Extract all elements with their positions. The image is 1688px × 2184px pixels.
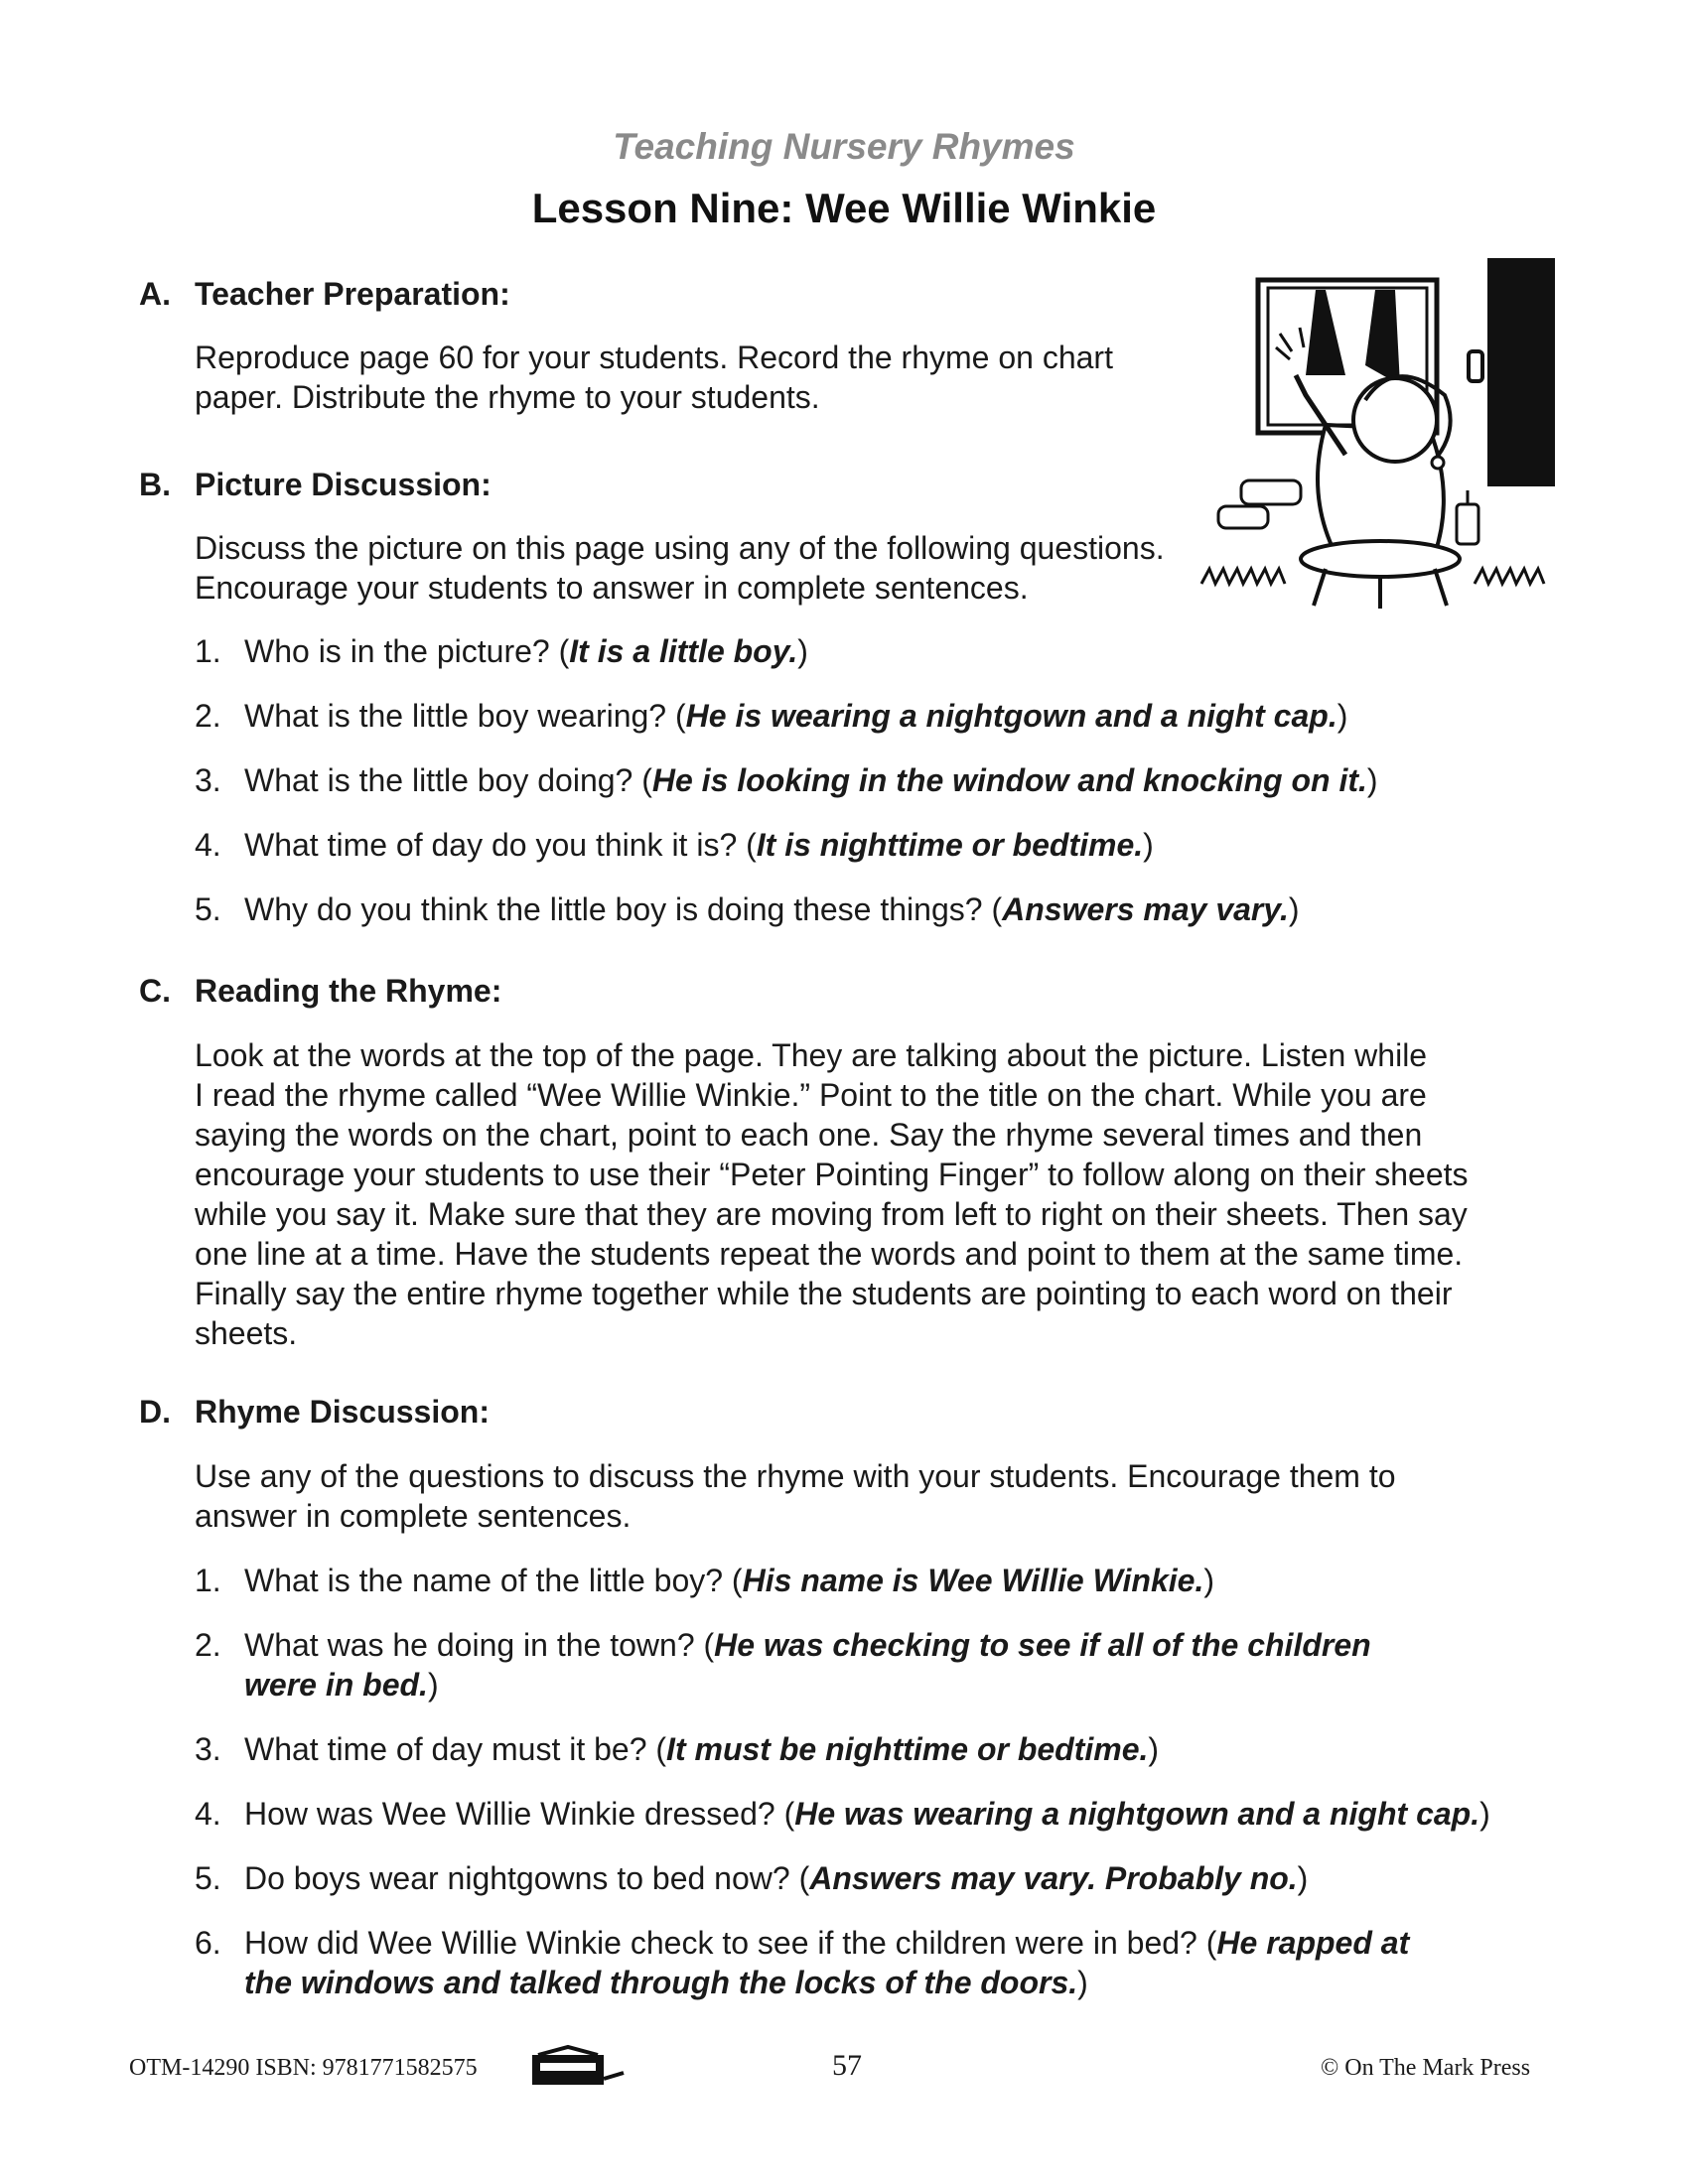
question-text: What time of day must it be? (It must be nighttime or bedtime.) [244,1731,1160,1767]
reproducible-copier-icon [528,2043,628,2093]
question-number: 1. [195,633,221,669]
section-c-line: Look at the words at the top of the page. They are talking about the picture. Listen while [195,1037,1428,1073]
section-a-letter: A. [139,276,171,312]
page-number: 57 [832,2049,862,2082]
question-text: Who is in the picture? (It is a little boy.) [244,633,808,669]
section-c-letter: C. [139,973,171,1009]
question-number: 2. [195,1627,221,1663]
question-text: the windows and talked through the locks of the doors.) [244,1965,1088,2000]
answer-text: He was wearing a nightgown and a night cap. [794,1796,1480,1832]
answer-text: the windows and talked through the locks of the doors. [244,1965,1078,2000]
question-number: 5. [195,891,221,927]
section-c-line: Finally say the entire rhyme together while the students are pointing to each word on their [195,1276,1453,1311]
answer-text: Answers may vary. [1002,891,1289,927]
section-b-heading: Picture Discussion: [195,467,492,502]
answer-text: He was checking to see if all of the children [714,1627,1371,1663]
section-c-line: while you say it. Make sure that they are moving from left to right on their sheets. Then say [195,1196,1468,1232]
section-a-line: paper. Distribute the rhyme to your students. [195,379,820,415]
question-text: What time of day do you think it is? (It is nighttime or bedtime.) [244,827,1154,863]
question-number: 1. [195,1563,221,1598]
wee-willie-winkie-illustration [1196,256,1559,614]
section-d-letter: D. [139,1394,171,1430]
section-d-line: Use any of the questions to discuss the rhyme with your students. Encourage them to [195,1458,1396,1494]
question-number: 4. [195,1796,221,1832]
section-c-line: sheets. [195,1315,298,1351]
question-text: How did Wee Willie Winkie check to see if the children were in bed? (He rapped at [244,1925,1410,1961]
question-text: How was Wee Willie Winkie dressed? (He was wearing a nightgown and a night cap.) [244,1796,1490,1832]
answer-text: It is a little boy. [569,633,798,669]
series-title: Teaching Nursery Rhymes [613,126,1075,167]
section-d-line: answer in complete sentences. [195,1498,632,1534]
lesson-title: Lesson Nine: Wee Willie Winkie [531,185,1157,231]
section-b-line: Discuss the picture on this page using any of the following questions. [195,530,1165,566]
copyright: © On The Mark Press [1321,2055,1531,2081]
answer-text: were in bed. [244,1667,428,1703]
question-number: 3. [195,1731,221,1767]
question-number: 3. [195,762,221,798]
section-c-line: saying the words on the chart, point to each one. Say the rhyme several times and then [195,1117,1423,1153]
question-text: Why do you think the little boy is doing these things? (Answers may vary.) [244,891,1300,927]
section-c-line: one line at a time. Have the students repeat the words and point to them at the same time. [195,1236,1464,1272]
answer-text: Answers may vary. Probably no. [809,1860,1298,1896]
question-text: What is the little boy wearing? (He is wearing a nightgown and a night cap.) [244,698,1348,734]
section-b-letter: B. [139,467,171,502]
question-text: What was he doing in the town? (He was checking to see if all of the children [244,1627,1371,1663]
question-text: Do boys wear nightgowns to bed now? (Answers may vary. Probably no.) [244,1860,1309,1896]
section-c-line: encourage your students to use their “Peter Pointing Finger” to follow along on their sheets [195,1157,1469,1192]
question-number: 4. [195,827,221,863]
section-b-line: Encourage your students to answer in complete sentences. [195,570,1029,606]
question-number: 6. [195,1925,221,1961]
section-d-heading: Rhyme Discussion: [195,1394,490,1430]
answer-text: He is wearing a nightgown and a night cap. [685,698,1337,734]
section-c-line: I read the rhyme called “Wee Willie Winkie.” Point to the title on the chart. While you are [195,1077,1427,1113]
answer-text: He is looking in the window and knocking on it. [651,762,1367,798]
question-text: were in bed.) [244,1667,439,1703]
section-c-heading: Reading the Rhyme: [195,973,502,1009]
answer-text: It is nighttime or bedtime. [756,827,1144,863]
question-text: What is the little boy doing? (He is looking in the window and knocking on it.) [244,762,1378,798]
question-number: 5. [195,1860,221,1896]
section-a-heading: Teacher Preparation: [195,276,510,312]
question-text: What is the name of the little boy? (His name is Wee Willie Winkie.) [244,1563,1214,1598]
footer-code: OTM-14290 ISBN: 9781771582575 [129,2055,478,2081]
answer-text: His name is Wee Willie Winkie. [742,1563,1204,1598]
answer-text: It must be nighttime or bedtime. [666,1731,1149,1767]
question-number: 2. [195,698,221,734]
section-a-line: Reproduce page 60 for your students. Record the rhyme on chart [195,340,1113,375]
answer-text: He rapped at [1216,1925,1410,1961]
